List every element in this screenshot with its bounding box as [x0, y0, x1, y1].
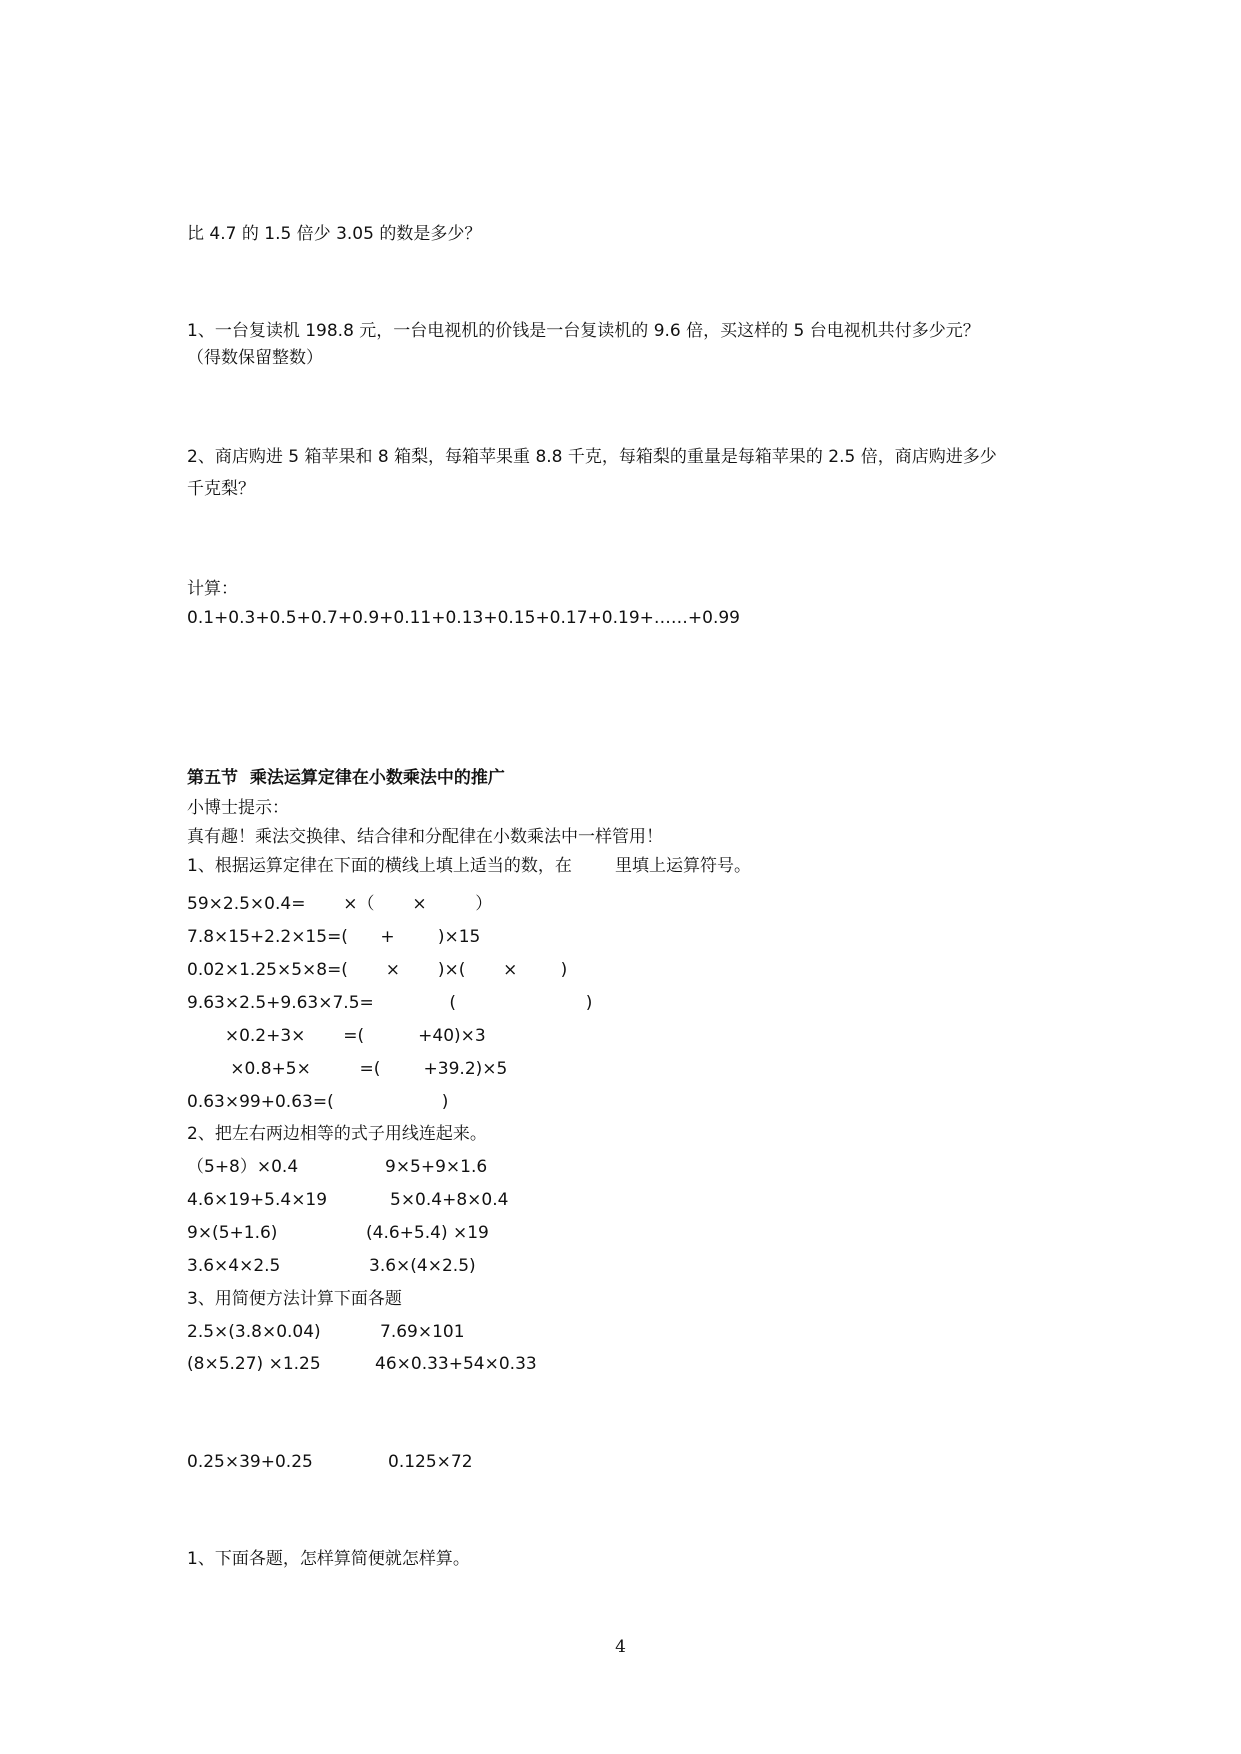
tip-text: 真有趣！乘法交换律、结合律和分配律在小数乘法中一样管用！: [187, 827, 663, 847]
task-1-row: 0.63×99+0.63=( ): [187, 1092, 449, 1112]
task-2-right-expr: 3.6×(4×2.5): [369, 1256, 476, 1276]
task-3-heading: 3、用简便方法计算下面各题: [187, 1289, 402, 1309]
task-2-left-expr: 3.6×4×2.5: [187, 1256, 281, 1276]
section-title: 第五节 乘法运算定律在小数乘法中的推广: [187, 768, 505, 788]
task-3-left-expr: 2.5×(3.8×0.04): [187, 1322, 321, 1342]
question-2-line-1: 2、商店购进 5 箱苹果和 8 箱梨，每箱苹果重 8.8 千克，每箱梨的重量是每箱苹果的 2.5 倍，商店购进多少: [187, 447, 997, 467]
task-3-left-expr: (8×5.27) ×1.25: [187, 1354, 321, 1374]
task-1-heading: 1、根据运算定律在下面的横线上填上适当的数，在 里填上运算符号。: [187, 856, 752, 876]
calc-expression: 0.1+0.3+0.5+0.7+0.9+0.11+0.13+0.15+0.17+0.19+……+0.99: [187, 608, 740, 628]
task-2-right-expr: 9×5+9×1.6: [385, 1157, 488, 1177]
task-2-right-expr: 5×0.4+8×0.4: [390, 1190, 509, 1210]
task-1-row: ×0.8+5× =( +39.2)×5: [187, 1059, 508, 1079]
task-1-row: 59×2.5×0.4= ×（ × ）: [187, 894, 493, 914]
task-2-left-expr: 9×(5+1.6): [187, 1223, 278, 1243]
question-last: 1、下面各题，怎样算简便就怎样算。: [187, 1549, 470, 1569]
question-1-line-1: 1、一台复读机 198.8 元，一台电视机的价钱是一台复读机的 9.6 倍，买这样的 5 台电视机共付多少元？: [187, 321, 980, 341]
task-1-row: 7.8×15+2.2×15=( + )×15: [187, 927, 481, 947]
task-2-left-expr: （5+8）×0.4: [187, 1157, 299, 1177]
task-1-row: ×0.2+3× =( +40)×3: [187, 1026, 486, 1046]
calc-label: 计算：: [187, 579, 238, 599]
task-2-right-expr: (4.6+5.4) ×19: [366, 1223, 489, 1243]
task-1-row: 9.63×2.5+9.63×7.5= ( ): [187, 993, 593, 1013]
task-3-right-expr: 46×0.33+54×0.33: [375, 1354, 537, 1374]
question-1-line-2: （得数保留整数）: [187, 348, 323, 368]
task-2-left-expr: 4.6×19+5.4×19: [187, 1190, 328, 1210]
task-1-row: 0.02×1.25×5×8=( × )×( × ): [187, 960, 568, 980]
task-2-heading: 2、把左右两边相等的式子用线连起来。: [187, 1124, 487, 1144]
task-3-right-expr: 7.69×101: [380, 1322, 465, 1342]
page-number: 4: [615, 1637, 626, 1657]
tip-label: 小博士提示：: [187, 798, 289, 818]
question-2-line-2: 千克梨？: [187, 479, 255, 499]
question-intro: 比 4.7 的 1.5 倍少 3.05 的数是多少？: [187, 224, 482, 244]
task-3-right-expr: 0.125×72: [388, 1452, 473, 1472]
task-3-left-expr: 0.25×39+0.25: [187, 1452, 313, 1472]
